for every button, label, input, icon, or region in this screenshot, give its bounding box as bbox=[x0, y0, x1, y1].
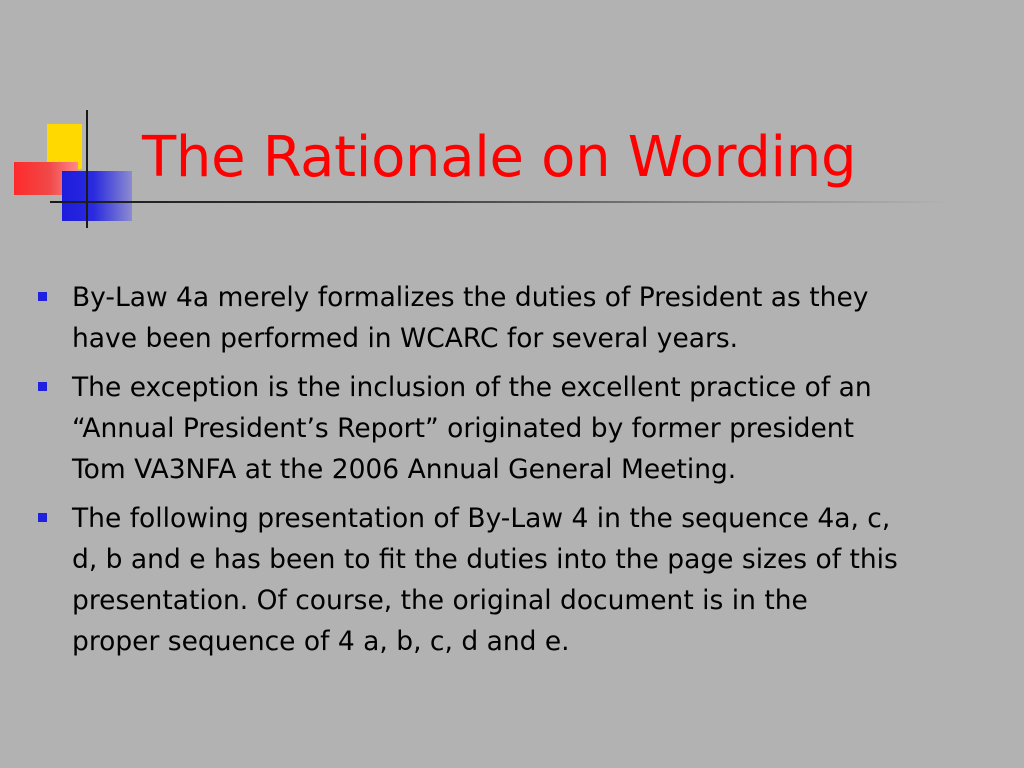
bullet-line: presentation. Of course, the original document is in the bbox=[72, 585, 808, 616]
bullet-item bbox=[36, 277, 1016, 359]
bullet-line: proper sequence of 4 a, b, c, d and e. bbox=[72, 626, 570, 657]
bullet-line: d, b and e has been to fit the duties into the page sizes of this bbox=[72, 544, 898, 575]
blue-square bbox=[62, 171, 132, 221]
bullet-line: The following presentation of By-Law 4 in the sequence 4a, c, bbox=[72, 503, 891, 534]
vertical-rule bbox=[86, 110, 88, 228]
bullet-list bbox=[36, 277, 1016, 670]
bullet-item bbox=[36, 498, 1016, 662]
bullet-line: Tom VA3NFA at the 2006 Annual General Meeting. bbox=[72, 454, 737, 485]
bullet-line: The exception is the inclusion of the excellent practice of an bbox=[72, 372, 872, 403]
square-bullet-icon bbox=[38, 292, 47, 301]
bullet-line: By-Law 4a merely formalizes the duties of President as they bbox=[72, 282, 869, 313]
square-bullet-icon bbox=[38, 382, 47, 391]
bullet-line: have been performed in WCARC for several years. bbox=[72, 323, 739, 354]
slide-title: The Rationale on Wording bbox=[142, 125, 857, 190]
bullet-text bbox=[72, 277, 1016, 359]
square-bullet-icon bbox=[38, 513, 47, 522]
bullet-item bbox=[36, 367, 1016, 490]
bullet-line: “Annual President’s Report” originated by former president bbox=[72, 413, 854, 444]
color-squares-logo-icon bbox=[0, 0, 160, 240]
title-underline bbox=[50, 201, 950, 203]
bullet-text bbox=[72, 367, 1016, 490]
bullet-text bbox=[72, 498, 1016, 662]
